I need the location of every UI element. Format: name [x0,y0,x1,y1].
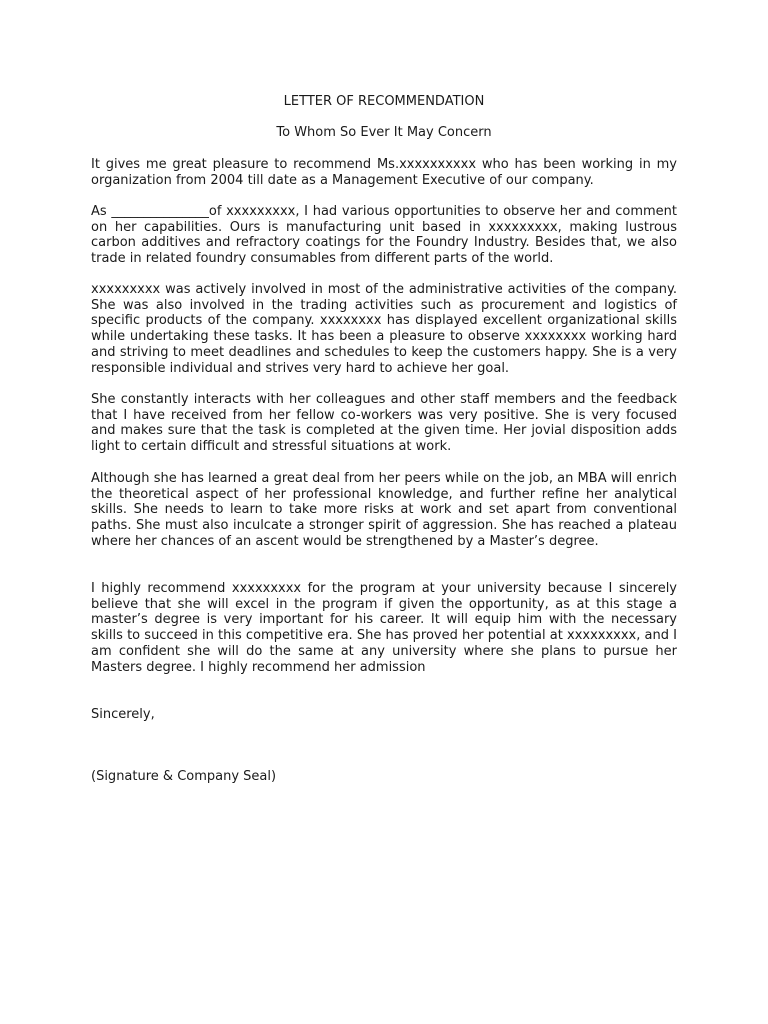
paragraph-introduction: It gives me great pleasure to recommend Ms.xxxxxxxxxx who has been working in my organization from 2004 till date as a Management Executive of our company. [91,157,677,188]
paragraph-recommendation: I highly recommend xxxxxxxxx for the program at your university because I sincerely believe that she will excel in the program if given the opportunity, as at this stage a master’s degree is very important for his career. It will equip him with the necessary skills to succeed in this competitive era. She has proved her potential at xxxxxxxxx, and I am confident she will do the same at any university where she plans to pursue her Masters degree. I highly recommend her admission [91,581,677,675]
closing-line: Sincerely, [91,707,155,722]
salutation: To Whom So Ever It May Concern [276,125,492,140]
document-title: LETTER OF RECOMMENDATION [283,94,485,109]
signature-line: (Signature & Company Seal) [91,769,277,784]
paragraph-interpersonal: She constantly interacts with her colleagues and other staff members and the feedback that I have received from her fellow co-workers was very positive. She is very focused and makes sure that the task is completed at the given time. Her jovial disposition adds light to certain difficult and stressful situations at work. [91,392,677,455]
paragraph-responsibilities: xxxxxxxxx was actively involved in most of the administrative activities of the company. She was also involved in the trading activities such as procurement and logistics of specific products of the company. xxxxxxxx has displayed excellent organizational skills while undertaking these tasks. It has been a pleasure to observe xxxxxxxx working hard and striving to meet deadlines and schedules to keep the customers happy. She is a very responsible individual and strives very hard to achieve her goal. [91,282,677,376]
paragraph-company-background: As _______________of xxxxxxxxx, I had various opportunities to observe her and comment on her capabilities. Ours is manufacturing unit based in xxxxxxxxx, making lustrous carbon additives and refractory coatings for the Foundry Industry. Besides that, we also trade in related foundry consumables from different parts of the world. [91,204,677,267]
paragraph-development: Although she has learned a great deal from her peers while on the job, an MBA will enrich the theoretical aspect of her professional knowledge, and further refine her analytical skills. She needs to learn to take more risks at work and set apart from conventional paths. She must also inculcate a stronger spirit of aggression. She has reached a plateau where her chances of an ascent would be strengthened by a Master’s degree. [91,471,677,549]
